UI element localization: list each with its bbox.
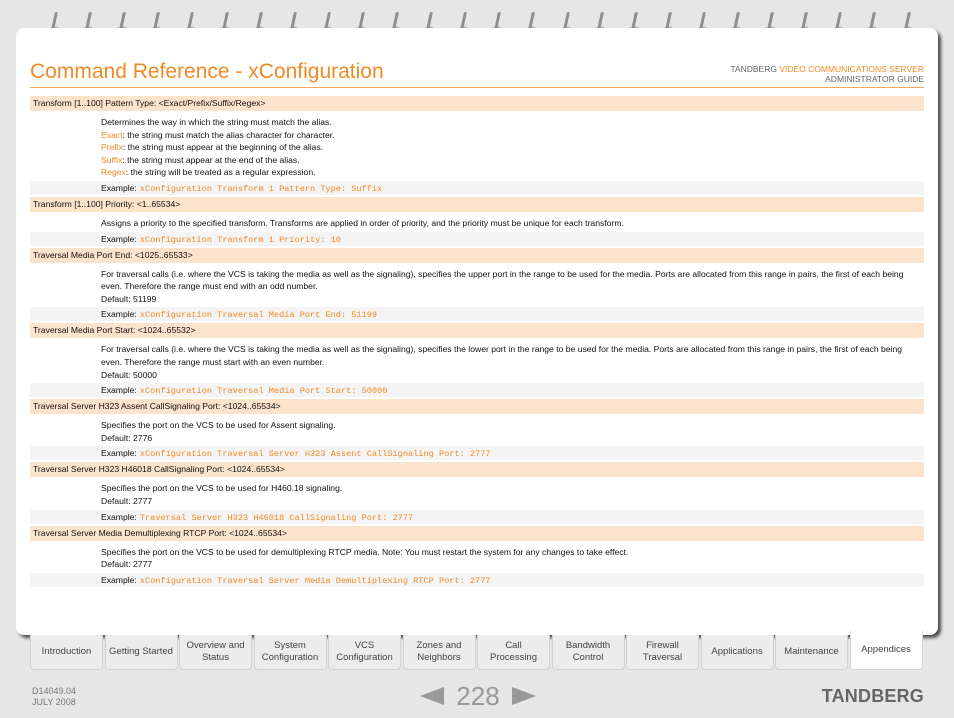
option-line	[101, 141, 918, 154]
example-label: Example:	[101, 448, 137, 459]
page-title: Command Reference - xConfiguration	[30, 60, 384, 83]
page-navigator	[420, 681, 536, 711]
document-brand-header	[730, 64, 924, 84]
command-header-row: Transform [1..100] Pattern Type: <Exact/Prefix/Suffix/Regex>	[30, 96, 924, 111]
description-text: For traversal calls (i.e. where the VCS is taking the media as well as the signaling), specifies the lower port in the range to be used for the media. Ports are allocated from this range in pairs, the first of each being even. Therefore the range must start with an even number.	[101, 344, 903, 367]
example-label: Example:	[101, 233, 137, 244]
example-label: Example:	[101, 385, 137, 396]
guide-name: ADMINISTRATOR GUIDE	[825, 74, 924, 84]
example-row	[30, 181, 924, 195]
example-row	[30, 307, 924, 321]
tab-applications[interactable]: Applications	[701, 635, 774, 670]
tab-firewall-traversal[interactable]: Firewall Traversal	[626, 635, 699, 670]
example-label: Example:	[101, 309, 137, 320]
option-term: Suffix	[101, 154, 123, 165]
example-command: xConfiguration Traversal Media Port End: 51199	[139, 310, 378, 321]
command-header-row: Transform [1..100] Priority: <1..65534>	[30, 197, 924, 212]
example-row	[30, 232, 924, 246]
description-text: Specifies the port on the VCS to be used for Assent signaling.	[101, 420, 336, 431]
option-text: : the string must appear at the beginning of the alias.	[122, 142, 324, 153]
tab-call-processing[interactable]: Call Processing	[477, 635, 550, 670]
example-command: xConfiguration Traversal Media Port Start: 50000	[139, 386, 388, 397]
option-line	[101, 129, 918, 142]
example-row	[30, 573, 924, 587]
example-row	[30, 510, 924, 524]
description-text: Assigns a priority to the specified transform. Transforms are applied in order of priority, and the priority must be unique for each transform.	[101, 217, 624, 228]
example-row	[30, 383, 924, 397]
command-header-row: Traversal Server Media Demultiplexing RTCP Port: <1024..65534>	[30, 526, 924, 541]
tab-maintenance[interactable]: Maintenance	[775, 635, 848, 670]
description-text: Specifies the port on the VCS to be used for H460.18 signaling.	[101, 483, 343, 494]
tab-vcs-configuration[interactable]: VCS Configuration	[328, 635, 401, 670]
option-text: : the string must match the alias character for character.	[122, 129, 335, 140]
default-value: Default: 51199	[101, 293, 157, 304]
command-description	[30, 339, 924, 383]
tab-zones-and-neighbors[interactable]: Zones and Neighbors	[403, 635, 476, 670]
default-value: Default: 50000	[101, 369, 157, 380]
example-command: Traversal Server H323 H46018 CallSignaling Port: 2777	[139, 512, 414, 523]
document-id	[32, 686, 76, 708]
command-header-row: Traversal Media Port End: <1025..65533>	[30, 248, 924, 263]
default-value: Default: 2777	[101, 495, 153, 506]
brand-product: VIDEO COMMUNICATIONS SERVER	[779, 64, 924, 74]
tab-system-configuration[interactable]: System Configuration	[254, 635, 327, 670]
option-term: Exact	[101, 129, 123, 140]
default-value: Default: 2776	[101, 432, 153, 443]
page-number: 228	[456, 681, 500, 711]
section-tabs	[30, 635, 924, 671]
option-line	[101, 166, 918, 179]
option-term: Regex	[101, 167, 126, 178]
brand-company: TANDBERG	[730, 64, 780, 74]
tab-overview-and-status[interactable]: Overview and Status	[179, 635, 252, 670]
tab-appendices[interactable]: Appendices	[850, 631, 923, 670]
command-description	[30, 542, 924, 573]
command-description	[30, 264, 924, 308]
tab-introduction[interactable]: Introduction	[30, 635, 103, 670]
document-number: D14049.04	[32, 686, 77, 696]
description-text: Specifies the port on the VCS to be used for demultiplexing RTCP media. Note: You must restart the system for any changes to take effect.	[101, 546, 629, 557]
command-header-row: Traversal Server H323 Assent CallSignaling Port: <1024..65534>	[30, 399, 924, 414]
header-divider	[30, 87, 924, 88]
command-description	[30, 415, 924, 446]
command-header-row: Traversal Server H323 H46018 CallSignaling Port: <1024..65534>	[30, 462, 924, 477]
tab-bandwidth-control[interactable]: Bandwidth Control	[552, 635, 625, 670]
example-command: xConfiguration Traversal Server H323 Assent CallSignaling Port: 2777	[139, 449, 491, 460]
option-text: : the string will be treated as a regular expression.	[125, 167, 316, 178]
next-page-arrow-icon[interactable]	[512, 687, 536, 705]
command-description	[30, 478, 924, 509]
option-text: : the string must appear at the end of the alias.	[122, 154, 300, 165]
example-label: Example:	[101, 182, 137, 193]
tandberg-logo: TANDBERG	[821, 686, 924, 706]
description-text: For traversal calls (i.e. where the VCS is taking the media as well as the signaling), specifies the upper port in the range to be used for the media. Ports are allocated from this range in pairs, the first of each being even. Therefore the range must end with an odd number.	[101, 268, 904, 292]
example-row	[30, 446, 924, 460]
example-label: Example:	[101, 511, 137, 522]
example-command: xConfiguration Transform 1 Priority: 10	[139, 234, 341, 245]
default-value: Default: 2777	[101, 559, 153, 570]
option-term: Prefix	[101, 142, 123, 153]
tab-getting-started[interactable]: Getting Started	[105, 635, 178, 670]
command-description	[30, 213, 924, 232]
command-reference-table	[30, 96, 924, 589]
example-command: xConfiguration Transform 1 Pattern Type: Suffix	[139, 183, 383, 194]
document-date: JULY 2008	[32, 697, 76, 707]
command-header-row: Traversal Media Port Start: <1024..65532>	[30, 323, 924, 338]
example-label: Example:	[101, 574, 137, 585]
option-line	[101, 154, 918, 167]
previous-page-arrow-icon[interactable]	[420, 687, 444, 705]
example-command: xConfiguration Traversal Server Media Demultiplexing RTCP Port: 2777	[139, 575, 491, 586]
description-text: Determines the way in which the string must match the alias.	[101, 117, 332, 127]
command-description	[30, 112, 924, 181]
